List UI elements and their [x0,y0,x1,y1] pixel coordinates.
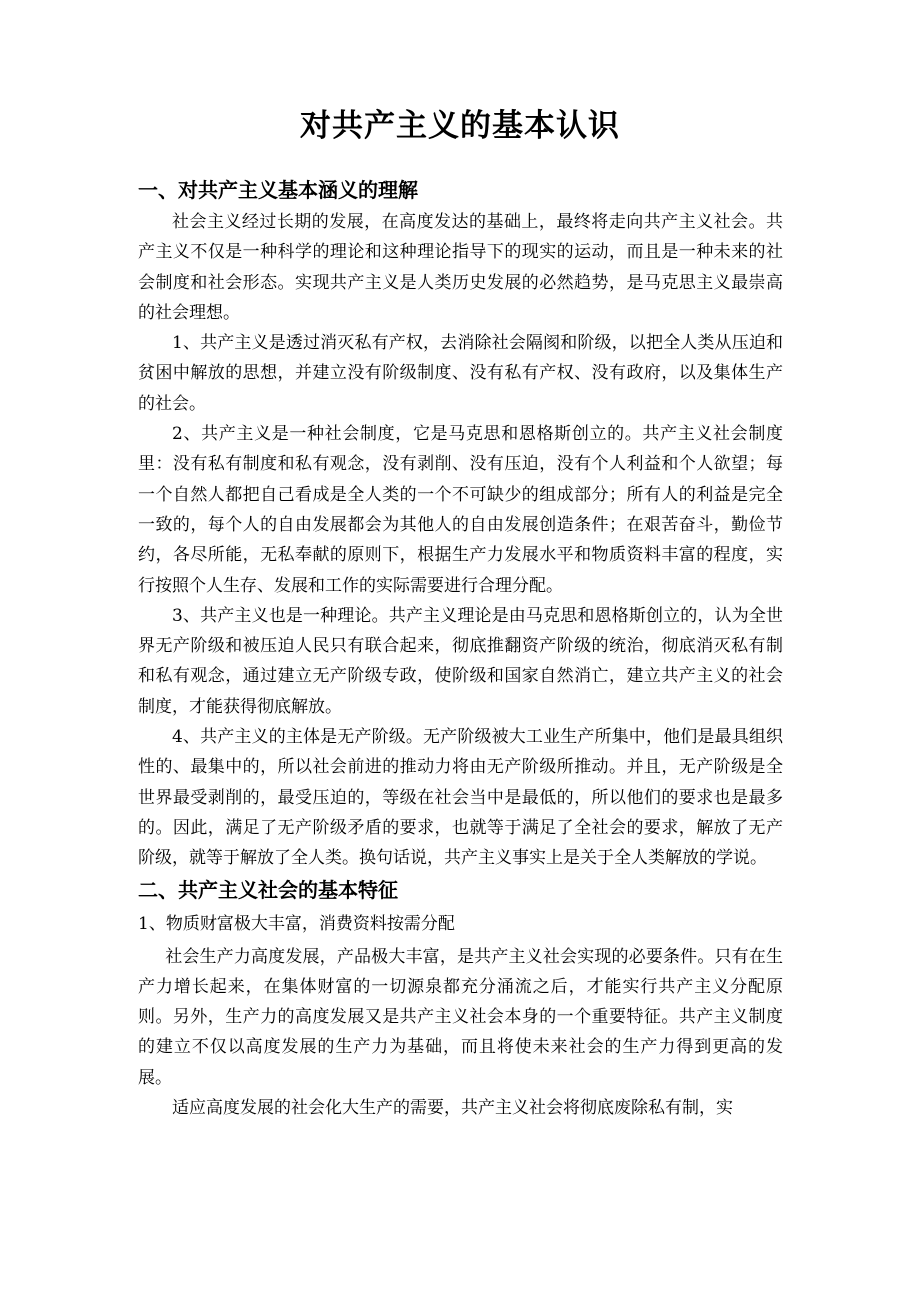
document-title: 对共产主义的基本认识 [300,108,620,144]
section-1-paragraph-point-3: 3、共产主义也是一种理论。共产主义理论是由马克思和恩格斯创立的，认为全世界无产阶级和被压迫人民只有联合起来，彻底推翻资产阶级的统治，彻底消灭私有制和私有观念，通过建立无产阶级专政，使阶级和国家自然消亡，建立共产主义的社会制度，才能获得彻底解放。 [138,605,783,717]
section-1-heading: 一、对共产主义基本涵义的理解 [138,178,418,202]
document-body [138,174,783,1123]
section-1-paragraph-intro: 社会主义经过长期的发展，在高度发达的基础上，最终将走向共产主义社会。共产主义不仅是一种科学的理论和这种理论指导下的现实的运动，而且是一种未来的社会制度和社会形态。实现共产主义是人类历史发展的必然趋势，是马克思主义最崇高的社会理想。 [138,212,783,323]
section-2-paragraph-1: 社会生产力高度发展，产品极大丰富，是共产主义社会实现的必要条件。只有在生产力增长起来，在集体财富的一切源泉都充分涌流之后，才能实行共产主义分配原则。另外，生产力的高度发展又是共产主义社会本身的一个重要特征。共产主义制度的建立不仅以高度发展的生产力为基础，而且将使未来社会的生产力得到更高的发展。 [138,946,783,1088]
section-2-subheading: 1、物质财富极大丰富，消费资料按需分配 [138,913,455,934]
section-1-paragraph-point-2: 2、共产主义是一种社会制度，它是马克思和恩格斯创立的。共产主义社会制度里：没有私有制度和私有观念，没有剥削、没有压迫，没有个人利益和个人欲望；每一个自然人都把自己看成是全人类的一个不可缺少的组成部分；所有人的利益是完全一致的，每个人的自由发展都会为其他人的自由发展创造条件；在艰苦奋斗，勤俭节约，各尽所能，无私奉献的原则下，根据生产力发展水平和物质资料丰富的程度，实行按照个人生存、发展和工作的实际需要进行合理分配。 [138,424,783,596]
section-2-heading: 二、共产主义社会的基本特征 [138,877,398,902]
section-1-paragraph-point-4: 4、共产主义的主体是无产阶级。无产阶级被大工业生产所集中，他们是最具组织性的、最集中的，所以社会前进的推动力将由无产阶级所推动。并且，无产阶级是全世界最受剥削的，最受压迫的，等级在社会当中是最低的，所以他们的要求也是最多的。因此，满足了无产阶级矛盾的要求，也就等于满足了全社会的要求，解放了无产阶级，就等于解放了全人类。换句话说，共产主义事实上是关于全人类解放的学说。 [138,727,783,869]
section-2-paragraph-2: 适应高度发展的社会化大生产的需要，共产主义社会将彻底废除私有制，实 [172,1098,733,1119]
section-1-paragraph-point-1: 1、共产主义是透过消灭私有产权，去消除社会隔阂和阶级，以把全人类从压迫和贫困中解放的思想，并建立没有阶级制度、没有私有产权、没有政府，以及集体生产的社会。 [138,333,783,414]
